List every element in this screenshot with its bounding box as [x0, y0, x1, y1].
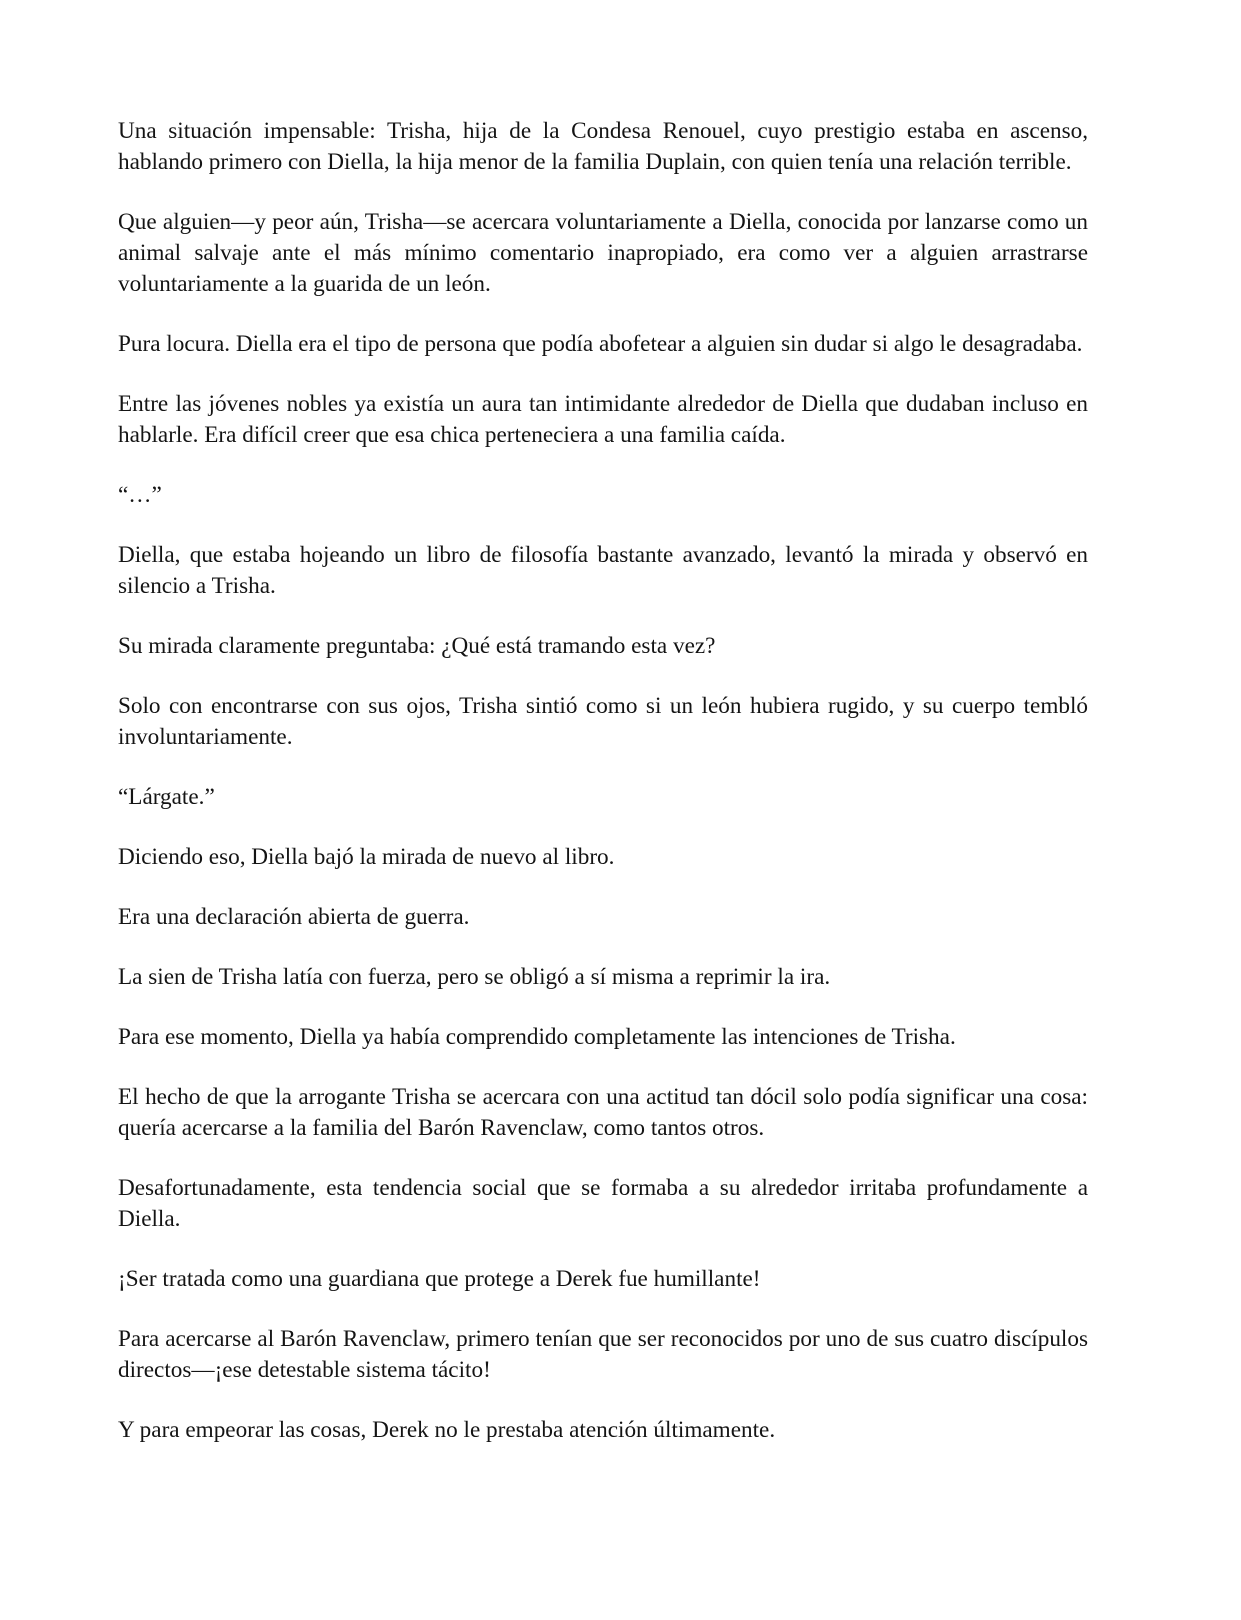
paragraph: Y para empeorar las cosas, Derek no le prestaba atención últimamente. [118, 1417, 776, 1443]
document-page [118, 116, 1088, 1475]
paragraph-dialogue: “…” [118, 482, 162, 508]
paragraph: Una situación impensable: Trisha, hija de la Condesa Renouel, cuyo prestigio estaba en ascenso, hablando primero con Diella, la hija menor de la familia Duplain, con quien tenía una relación terrible. [118, 118, 1088, 175]
paragraph: Entre las jóvenes nobles ya existía un aura tan intimidante alrededor de Diella que dudaban incluso en hablarle. Era difícil creer que esa chica perteneciera a una familia caída. [118, 391, 1088, 448]
paragraph: Que alguien—y peor aún, Trisha—se acercara voluntariamente a Diella, conocida por lanzarse como un animal salvaje ante el más mínimo comentario inapropiado, era como ver a alguien arrastrarse voluntariamente a la guarida de un león. [118, 209, 1088, 297]
paragraph: La sien de Trisha latía con fuerza, pero se obligó a sí misma a reprimir la ira. [118, 964, 831, 990]
paragraph: Solo con encontrarse con sus ojos, Trisha sintió como si un león hubiera rugido, y su cuerpo tembló involuntariamente. [118, 693, 1088, 750]
paragraph: Desafortunadamente, esta tendencia social que se formaba a su alrededor irritaba profundamente a Diella. [118, 1175, 1088, 1232]
paragraph: Diciendo eso, Diella bajó la mirada de nuevo al libro. [118, 844, 615, 870]
paragraph: Para ese momento, Diella ya había comprendido completamente las intenciones de Trisha. [118, 1024, 956, 1050]
paragraph: Para acercarse al Barón Ravenclaw, primero tenían que ser reconocidos por uno de sus cuatro discípulos directos—¡ese detestable sistema tácito! [118, 1326, 1088, 1383]
paragraph: El hecho de que la arrogante Trisha se acercara con una actitud tan dócil solo podía significar una cosa: quería acercarse a la familia del Barón Ravenclaw, como tantos otros. [118, 1084, 1088, 1141]
paragraph: Diella, que estaba hojeando un libro de filosofía bastante avanzado, levantó la mirada y observó en silencio a Trisha. [118, 542, 1088, 599]
paragraph: Pura locura. Diella era el tipo de persona que podía abofetear a alguien sin dudar si algo le desagradaba. [118, 331, 1083, 357]
paragraph: ¡Ser tratada como una guardiana que protege a Derek fue humillante! [118, 1266, 761, 1292]
paragraph: Era una declaración abierta de guerra. [118, 904, 470, 930]
paragraph: Su mirada claramente preguntaba: ¿Qué está tramando esta vez? [118, 633, 716, 659]
paragraph-dialogue: “Lárgate.” [118, 784, 215, 810]
